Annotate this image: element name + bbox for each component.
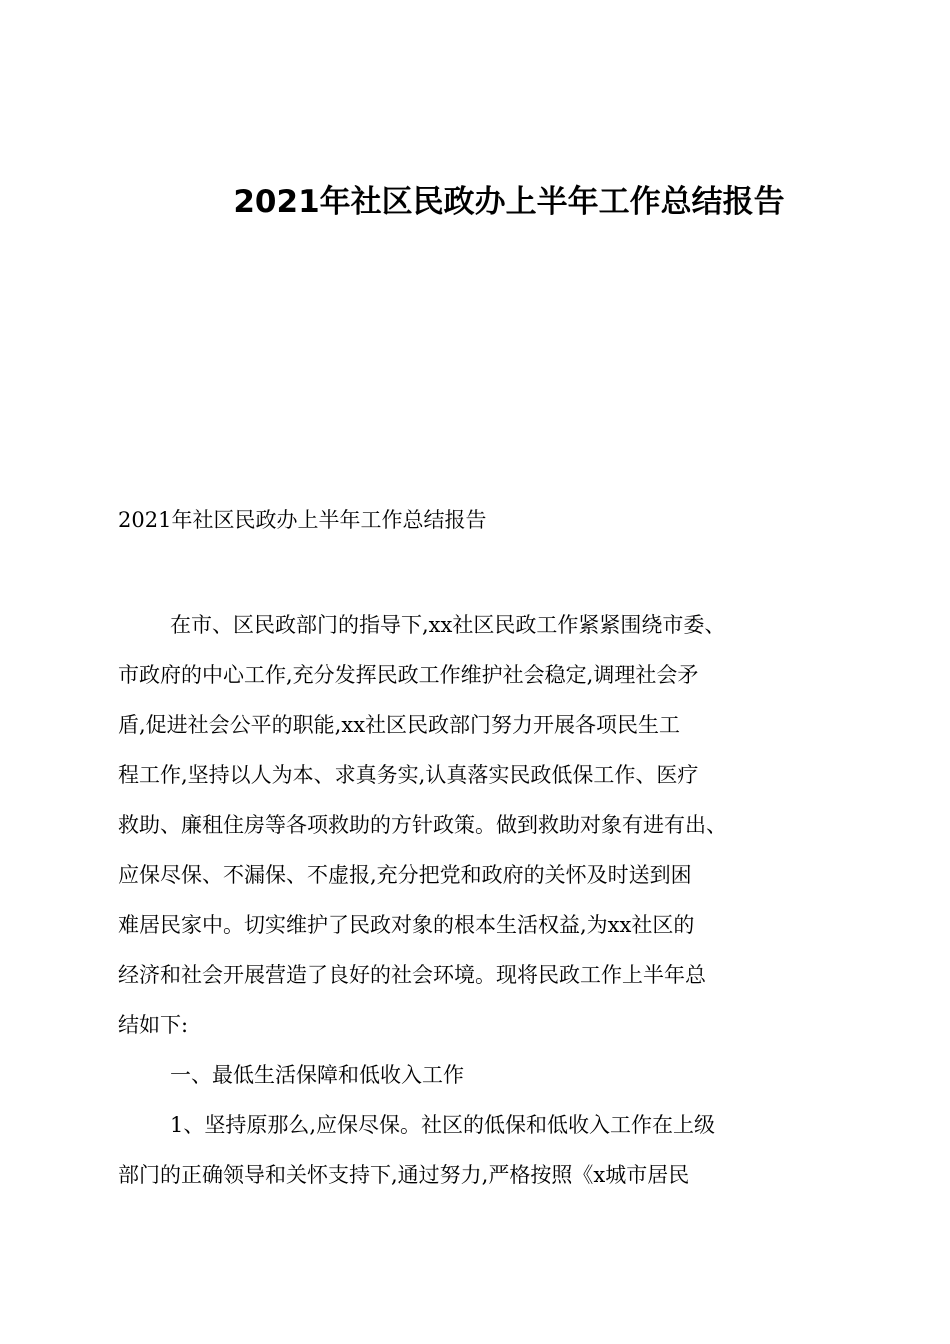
paragraph-line: 盾,促进社会公平的职能,xx社区民政部门努力开展各项民生工 — [118, 713, 681, 737]
paragraph-line: 经济和社会开展营造了良好的社会环境。现将民政工作上半年总 — [118, 963, 706, 987]
paragraph-line: 部门的正确领导和关怀支持下,通过努力,严格按照《x城市居民 — [118, 1163, 690, 1187]
paragraph-line: 在市、区民政部门的指导下,xx社区民政工作紧紧围绕市委、 — [170, 613, 726, 637]
paragraph-line: 应保尽保、不漏保、不虚报,充分把党和政府的关怀及时送到困 — [118, 863, 692, 887]
section-heading: 一、最低生活保障和低收入工作 — [170, 1063, 464, 1087]
paragraph-line: 难居民家中。切实维护了民政对象的根本生活权益,为xx社区的 — [118, 913, 695, 937]
paragraph-line: 市政府的中心工作,充分发挥民政工作维护社会稳定,调理社会矛 — [118, 663, 699, 687]
paragraph-line: 救助、廉租住房等各项救助的方针政策。做到救助对象有进有出、 — [118, 813, 727, 837]
paragraph-line: 1、坚持原那么,应保尽保。社区的低保和低收入工作在上级 — [170, 1113, 716, 1137]
document-body — [118, 600, 838, 1200]
document-subtitle: 2021年社区民政办上半年工作总结报告 — [118, 508, 487, 532]
paragraph-line: 程工作,坚持以人为本、求真务实,认真落实民政低保工作、医疗 — [118, 763, 699, 787]
document-title: 2021年社区民政办上半年工作总结报告 — [233, 184, 785, 220]
paragraph-line: 结如下: — [118, 1013, 189, 1037]
